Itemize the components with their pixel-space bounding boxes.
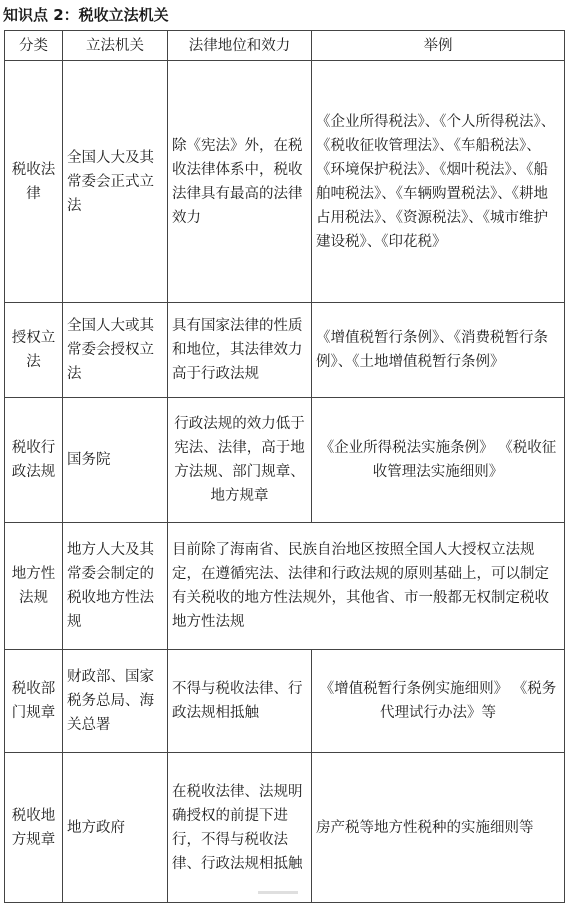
row-legislative-body: 全国人大或其常委会授权立法	[63, 303, 168, 398]
row-legislative-body: 地方人大及其常委会制定的税收地方性法规	[63, 523, 168, 650]
row-category: 地方性法规	[5, 523, 63, 650]
row-category: 税收地方规章	[5, 753, 63, 903]
page-footer-mark	[258, 891, 298, 894]
row-examples: 《企业所得税法》、《个人所得税法》、《税收征收管理法》、《车船税法》、《环境保护税法》、《烟叶税法》、《船舶吨税法》、《车辆购置税法》、《耕地占用税法》、《资源税法》、《城市维护建设税》、《印花税》	[312, 61, 565, 303]
tax-legislation-table	[4, 30, 565, 903]
table-row	[5, 523, 565, 650]
table-row	[5, 753, 565, 903]
row-examples: 《企业所得税法实施条例》 《税收征收管理法实施细则》	[312, 398, 565, 523]
row-legal-status: 不得与税收法律、行政法规相抵触	[168, 650, 312, 753]
section-title: 知识点 2：税收立法机关	[3, 6, 169, 24]
row-legal-status: 行政法规的效力低于宪法、法律，高于地方法规、部门规章、地方规章	[168, 398, 312, 523]
row-legal-status: 具有国家法律的性质和地位，其法律效力高于行政法规	[168, 303, 312, 398]
row-examples: 《增值税暂行条例实施细则》 《税务代理试行办法》等	[312, 650, 565, 753]
row-category: 授权立法	[5, 303, 63, 398]
table-header-row	[5, 31, 565, 61]
row-legislative-body: 财政部、国家税务总局、海关总署	[63, 650, 168, 753]
row-category: 税收行政法规	[5, 398, 63, 523]
row-examples: 房产税等地方性税种的实施细则等	[312, 753, 565, 903]
row-legislative-body: 地方政府	[63, 753, 168, 903]
header-legal-status: 法律地位和效力	[168, 31, 312, 61]
table-row	[5, 650, 565, 753]
table-row	[5, 303, 565, 398]
row-legislative-body: 全国人大及其常委会正式立法	[63, 61, 168, 303]
row-examples: 《增值税暂行条例》、《消费税暂行条例》、《土地增值税暂行条例》	[312, 303, 565, 398]
row-legal-status: 除《宪法》外，在税收法律体系中，税收法律具有最高的法律效力	[168, 61, 312, 303]
header-legislative-body: 立法机关	[63, 31, 168, 61]
row-category: 税收部门规章	[5, 650, 63, 753]
row-category: 税收法律	[5, 61, 63, 303]
table-row	[5, 61, 565, 303]
row-legal-status: 在税收法律、法规明确授权的前提下进行，不得与税收法律、行政法规相抵触	[168, 753, 312, 903]
row-legislative-body: 国务院	[63, 398, 168, 523]
header-category: 分类	[5, 31, 63, 61]
header-examples: 举例	[312, 31, 565, 61]
row-legal-status-merged: 目前除了海南省、民族自治地区按照全国人大授权立法规定，在遵循宪法、法律和行政法规的原则基础上，可以制定有关税收的地方性法规外，其他省、市一般都无权制定税收地方性法规	[168, 523, 565, 650]
table-row	[5, 398, 565, 523]
